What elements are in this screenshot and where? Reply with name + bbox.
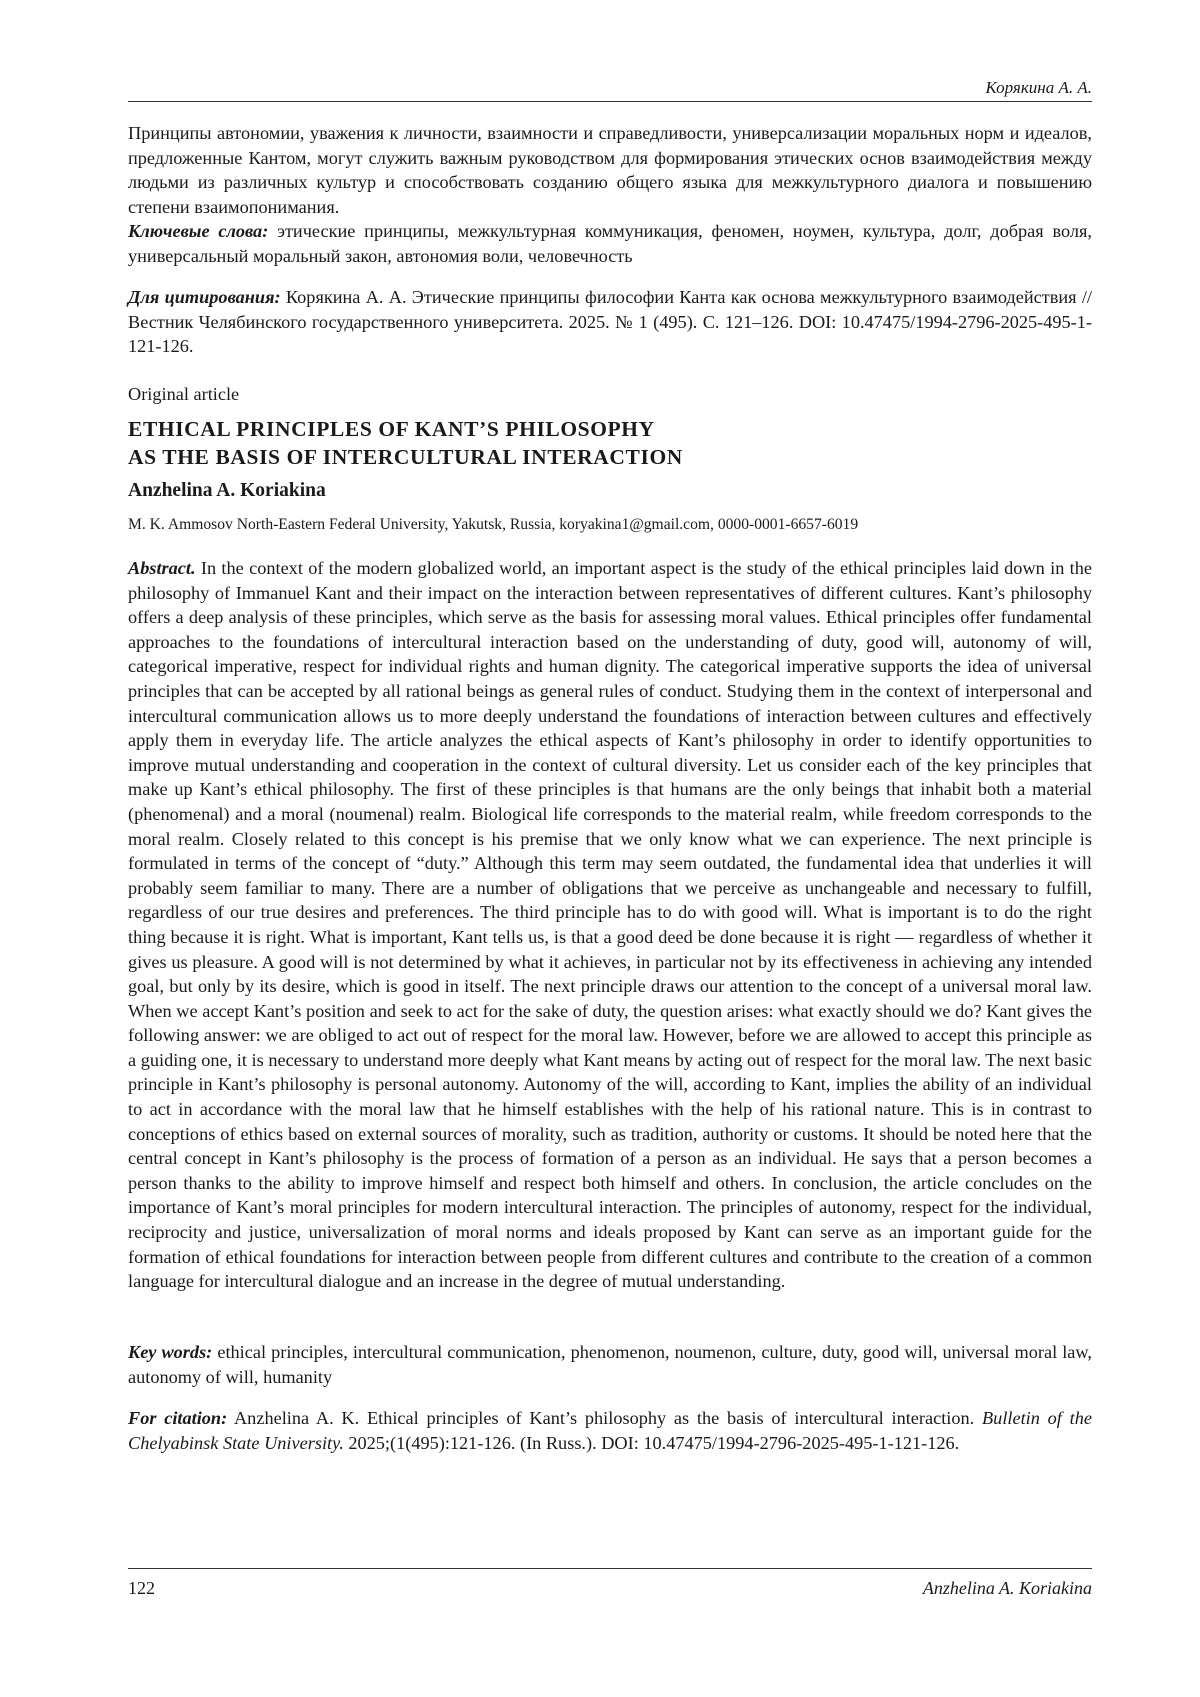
citation: [128, 1406, 1092, 1455]
article-type: Original article: [128, 384, 240, 404]
russian-keywords: [128, 219, 1092, 268]
abstract: [128, 556, 1092, 1294]
title-line-1: ETHICAL PRINCIPLES OF KANT’S PHILOSOPHY: [128, 417, 655, 441]
header-rule: [128, 101, 1092, 102]
page-number: 122: [128, 1578, 155, 1598]
citation-label: For citation:: [128, 1408, 228, 1428]
citation-text: Anzhelina A. K. Ethical principles of Kant’s philosophy as the basis of intercultural interaction.: [233, 1408, 975, 1428]
citation-details: 2025;(1(495):121-126. (In Russ.). DOI: 10.47475/1994-2796-2025-495-1-121-126.: [348, 1432, 960, 1453]
footer-rule: [128, 1568, 1092, 1569]
ru-citation-text: Корякина А. А. Этические принципы философии Канта как основа межкультурного взаимодействия // Вестник Челябинского государственного университета. 2025. № 1 (495). С. 121–126. DOI: 10.47475/1994-2796-2025-495-1-121-126.: [128, 287, 1092, 357]
article-title: [128, 415, 1092, 471]
ru-keywords-text: этические принципы, межкультурная коммуникация, феномен, ноумен, культура, долг, добрая воля, универсальный моральный закон, автономия воли, человечность: [128, 221, 1092, 266]
keywords-text: ethical principles, intercultural communication, phenomenon, noumenon, culture, duty, good will, universal moral law, autonomy of will, humanity: [128, 1342, 1092, 1387]
citation-journal: Bulletin of the Chelyabinsk State University.: [128, 1408, 1092, 1453]
russian-citation: [128, 285, 1092, 359]
ru-citation-label: Для цитирования:: [128, 287, 281, 307]
keywords: [128, 1340, 1092, 1389]
affiliation: M. K. Ammosov North-Eastern Federal University, Yakutsk, Russia, koryakina1@gmail.com, 0000-0001-6657-6019: [128, 516, 859, 533]
footer-author: Anzhelina A. Koriakina: [922, 1578, 1092, 1598]
russian-abstract-text: Принципы автономии, уважения к личности, взаимности и справедливости, универсализации моральных норм и идеалов, предложенные Кантом, могут служить важным руководством для формирования этических основ взаимодействия между людьми из различных культур и способствовать созданию общего языка для межкультурного диалога и повышению степени взаимопонимания.: [128, 123, 1092, 217]
ru-keywords-label: Ключевые слова:: [128, 221, 269, 241]
russian-abstract-end: [128, 121, 1092, 219]
abstract-text: In the context of the modern globalized world, an important aspect is the study of the ethical principles laid down in the philosophy of Immanuel Kant and their impact on the interaction between representatives of different cultures. Kant’s philosophy offers a deep analysis of these principles, which serve as the basis for assessing moral values. Ethical principles offer fundamental approaches to the foundations of intercultural interaction based on the understanding of duty, good will, autonomy of will, categorical imperative, respect for individual rights and human dignity. The categorical imperative supports the idea of universal principles that can be accepted by all rational beings as general rules of conduct. Studying them in the context of interpersonal and intercultural communication allows us to more deeply understand the foundations of interaction between cultures and effectively apply them in everyday life. The article analyzes the ethical aspects of Kant’s philosophy in order to identify opportunities to improve mutual understanding and cooperation in the context of cultural diversity. Let us consider each of the key principles that make up Kant’s ethical philosophy. The first of these principles is that humans are the only beings that inhabit both a material (phenomenal) and a moral (noumenal) realm. Biological life corresponds to the material realm, while freedom corresponds to the moral realm. Closely related to this concept is his premise that we only know what we can experience. The next principle is formulated in terms of the concept of “duty.” Although this term may seem outdated, the fundamental idea that underlies it will probably seem familiar to many. There are a number of obligations that we perceive as unchangeable and necessary to fulfill, regardless of our true desires and preferences. The third principle has to do with good will. What is important is to do the right thing because it is right. What is important, Kant tells us, is that a good deed be done because it is right — regardless of whether it gives us pleasure. A good will is not determined by what it achieves, in particular not by its effectiveness in achieving any intended goal, but only by its desire, which is good in itself. The next principle draws our attention to the concept of a universal moral law. When we accept Kant’s position and seek to act for the sake of duty, the question arises: what exactly should we do? Kant gives the following answer: we are obliged to act out of respect for the moral law. However, before we are allowed to accept this principle as a guiding one, it is necessary to understand more deeply what Kant means by acting out of respect for the moral law. The next basic principle in Kant’s philosophy is personal autonomy. Autonomy of the will, according to Kant, implies the ability of an individual to act in accordance with the moral law that he himself establishes with the help of his rational nature. This is in contrast to conceptions of ethics based on external sources of morality, such as tradition, authority or customs. It should be noted here that the central concept in Kant’s philosophy is the process of formation of a person as an individual. He says that a person becomes a person thanks to the ability to improve himself and respect both himself and others. In conclusion, the article concludes on the importance of Kant’s moral principles for modern intercultural interaction. The principles of autonomy, respect for the individual, reciprocity and justice, universalization of moral norms and ideals proposed by Kant can serve as an important guide for the formation of ethical foundations for interaction between people from different cultures and contribute to the creation of a common language for intercultural dialogue and an increase in the degree of mutual understanding.: [128, 558, 1092, 1292]
author-name: Anzhelina A. Koriakina: [128, 480, 326, 501]
keywords-label: Key words:: [128, 1342, 213, 1362]
title-line-2: AS THE BASIS OF INTERCULTURAL INTERACTION: [128, 445, 683, 469]
abstract-label: Abstract.: [128, 558, 196, 578]
running-header: Корякина А. А.: [985, 78, 1092, 97]
